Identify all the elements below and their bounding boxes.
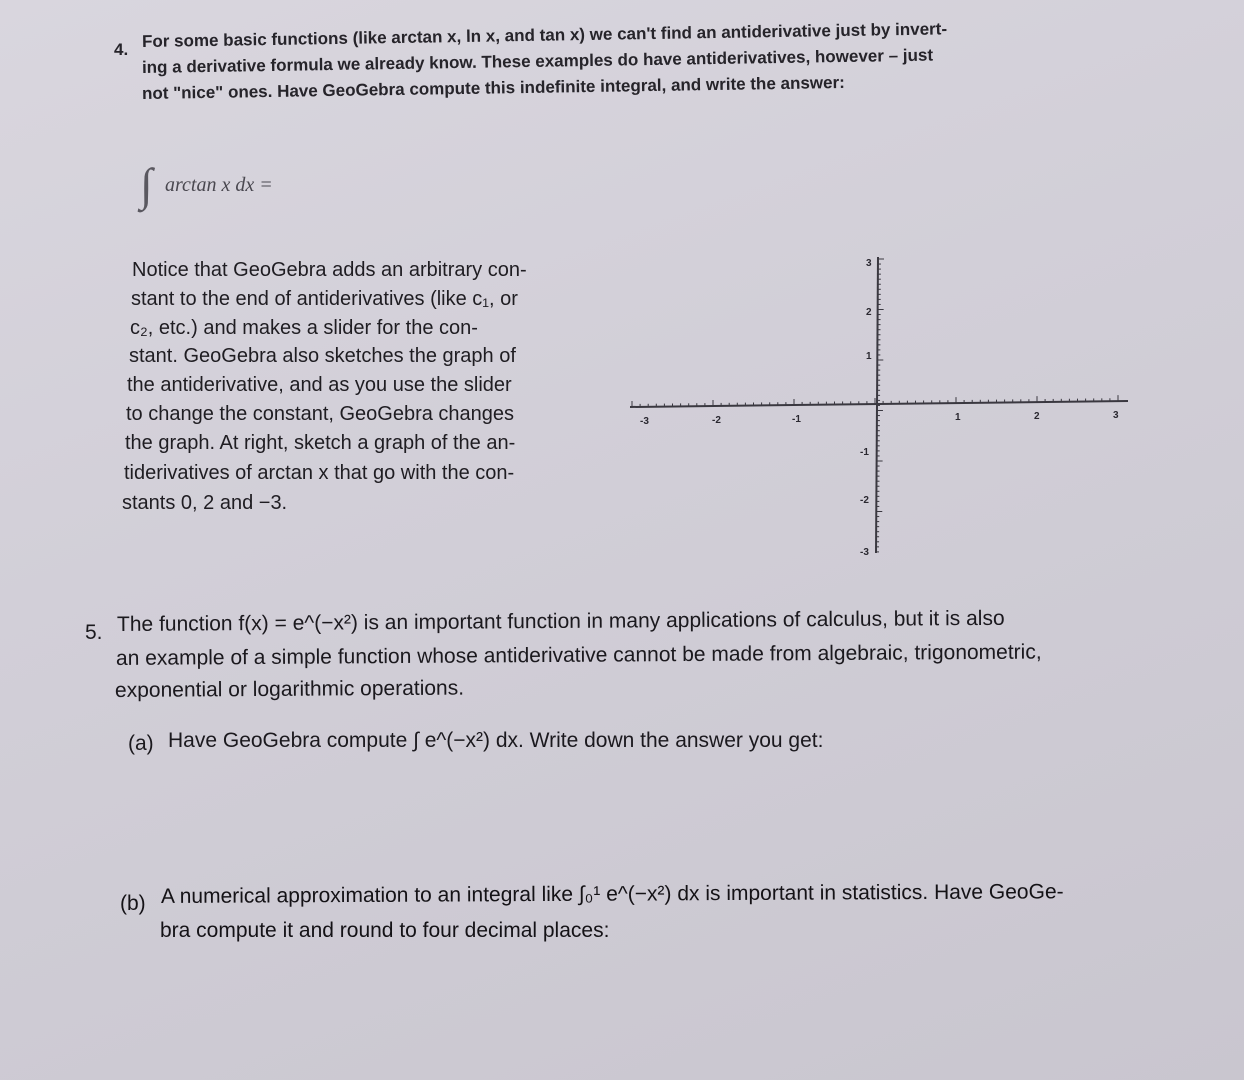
q5-number: 5. xyxy=(85,621,103,644)
notice-line-4: stant. GeoGebra also sketches the graph of xyxy=(129,345,516,367)
notice-line-3: c₂, etc.) and makes a slider for the con- xyxy=(130,317,478,339)
y-tick-label: -2 xyxy=(860,495,869,506)
q5-line-1: The function f(x) = e^(−x²) is an important function in many applications of calculus, but it is also xyxy=(116,606,1005,636)
integral-arctan-text: arctan x dx = xyxy=(165,174,273,196)
y-tick-label: 1 xyxy=(866,351,872,362)
q5a-label: (a) xyxy=(128,732,154,755)
q4-line-1: For some basic functions (like arctan x, ln x, and tan x) we can't find an antiderivative just by invert- xyxy=(141,19,948,51)
notice-line-5: the antiderivative, and as you use the slider xyxy=(127,374,512,396)
x-tick-label: 1 xyxy=(955,412,961,423)
notice-line-7: the graph. At right, sketch a graph of the an- xyxy=(125,432,516,454)
x-tick-label: 3 xyxy=(1113,410,1119,421)
notice-line-1: Notice that GeoGebra adds an arbitrary con- xyxy=(132,259,527,281)
q5a-text: Have GeoGebra compute ∫ e^(−x²) dx. Write down the answer you get: xyxy=(168,729,824,752)
notice-line-8: tiderivatives of arctan x that go with the con- xyxy=(124,462,515,484)
q5b-line-2: bra compute it and round to four decimal places: xyxy=(160,919,610,942)
q5-line-2: an example of a simple function whose antiderivative cannot be made from algebraic, trigonometric, xyxy=(115,640,1042,670)
notice-line-9: stants 0, 2 and −3. xyxy=(122,492,288,514)
y-tick-label: -3 xyxy=(860,547,869,558)
q5b-label: (b) xyxy=(120,892,146,915)
q5-line-3: exponential or logarithmic operations. xyxy=(114,676,465,702)
x-tick-label: 2 xyxy=(1034,411,1040,422)
q4-line-3: not "nice" ones. Have GeoGebra compute this indefinite integral, and write the answer: xyxy=(141,72,845,103)
integral-sign: ∫ xyxy=(140,159,153,210)
x-tick-label: -3 xyxy=(640,416,649,427)
q4-number: 4. xyxy=(114,40,129,59)
x-tick-label: -1 xyxy=(792,414,801,425)
x-tick-label: -2 xyxy=(712,415,721,426)
notice-line-2: stant to the end of antiderivatives (like c₁, or xyxy=(131,288,518,310)
y-tick-label: 3 xyxy=(866,258,872,269)
q4-line-2: ing a derivative formula we already know. These examples do have antiderivatives, however – just xyxy=(141,45,934,77)
x-axis-ticks xyxy=(632,395,1118,407)
y-tick-label: 2 xyxy=(866,307,872,318)
y-tick-label: -1 xyxy=(860,447,869,458)
q5b-line-1: A numerical approximation to an integral like ∫₀¹ e^(−x²) dx is important in statistics. Have GeoGe- xyxy=(160,880,1064,908)
notice-line-6: to change the constant, GeoGebra changes xyxy=(126,403,515,425)
